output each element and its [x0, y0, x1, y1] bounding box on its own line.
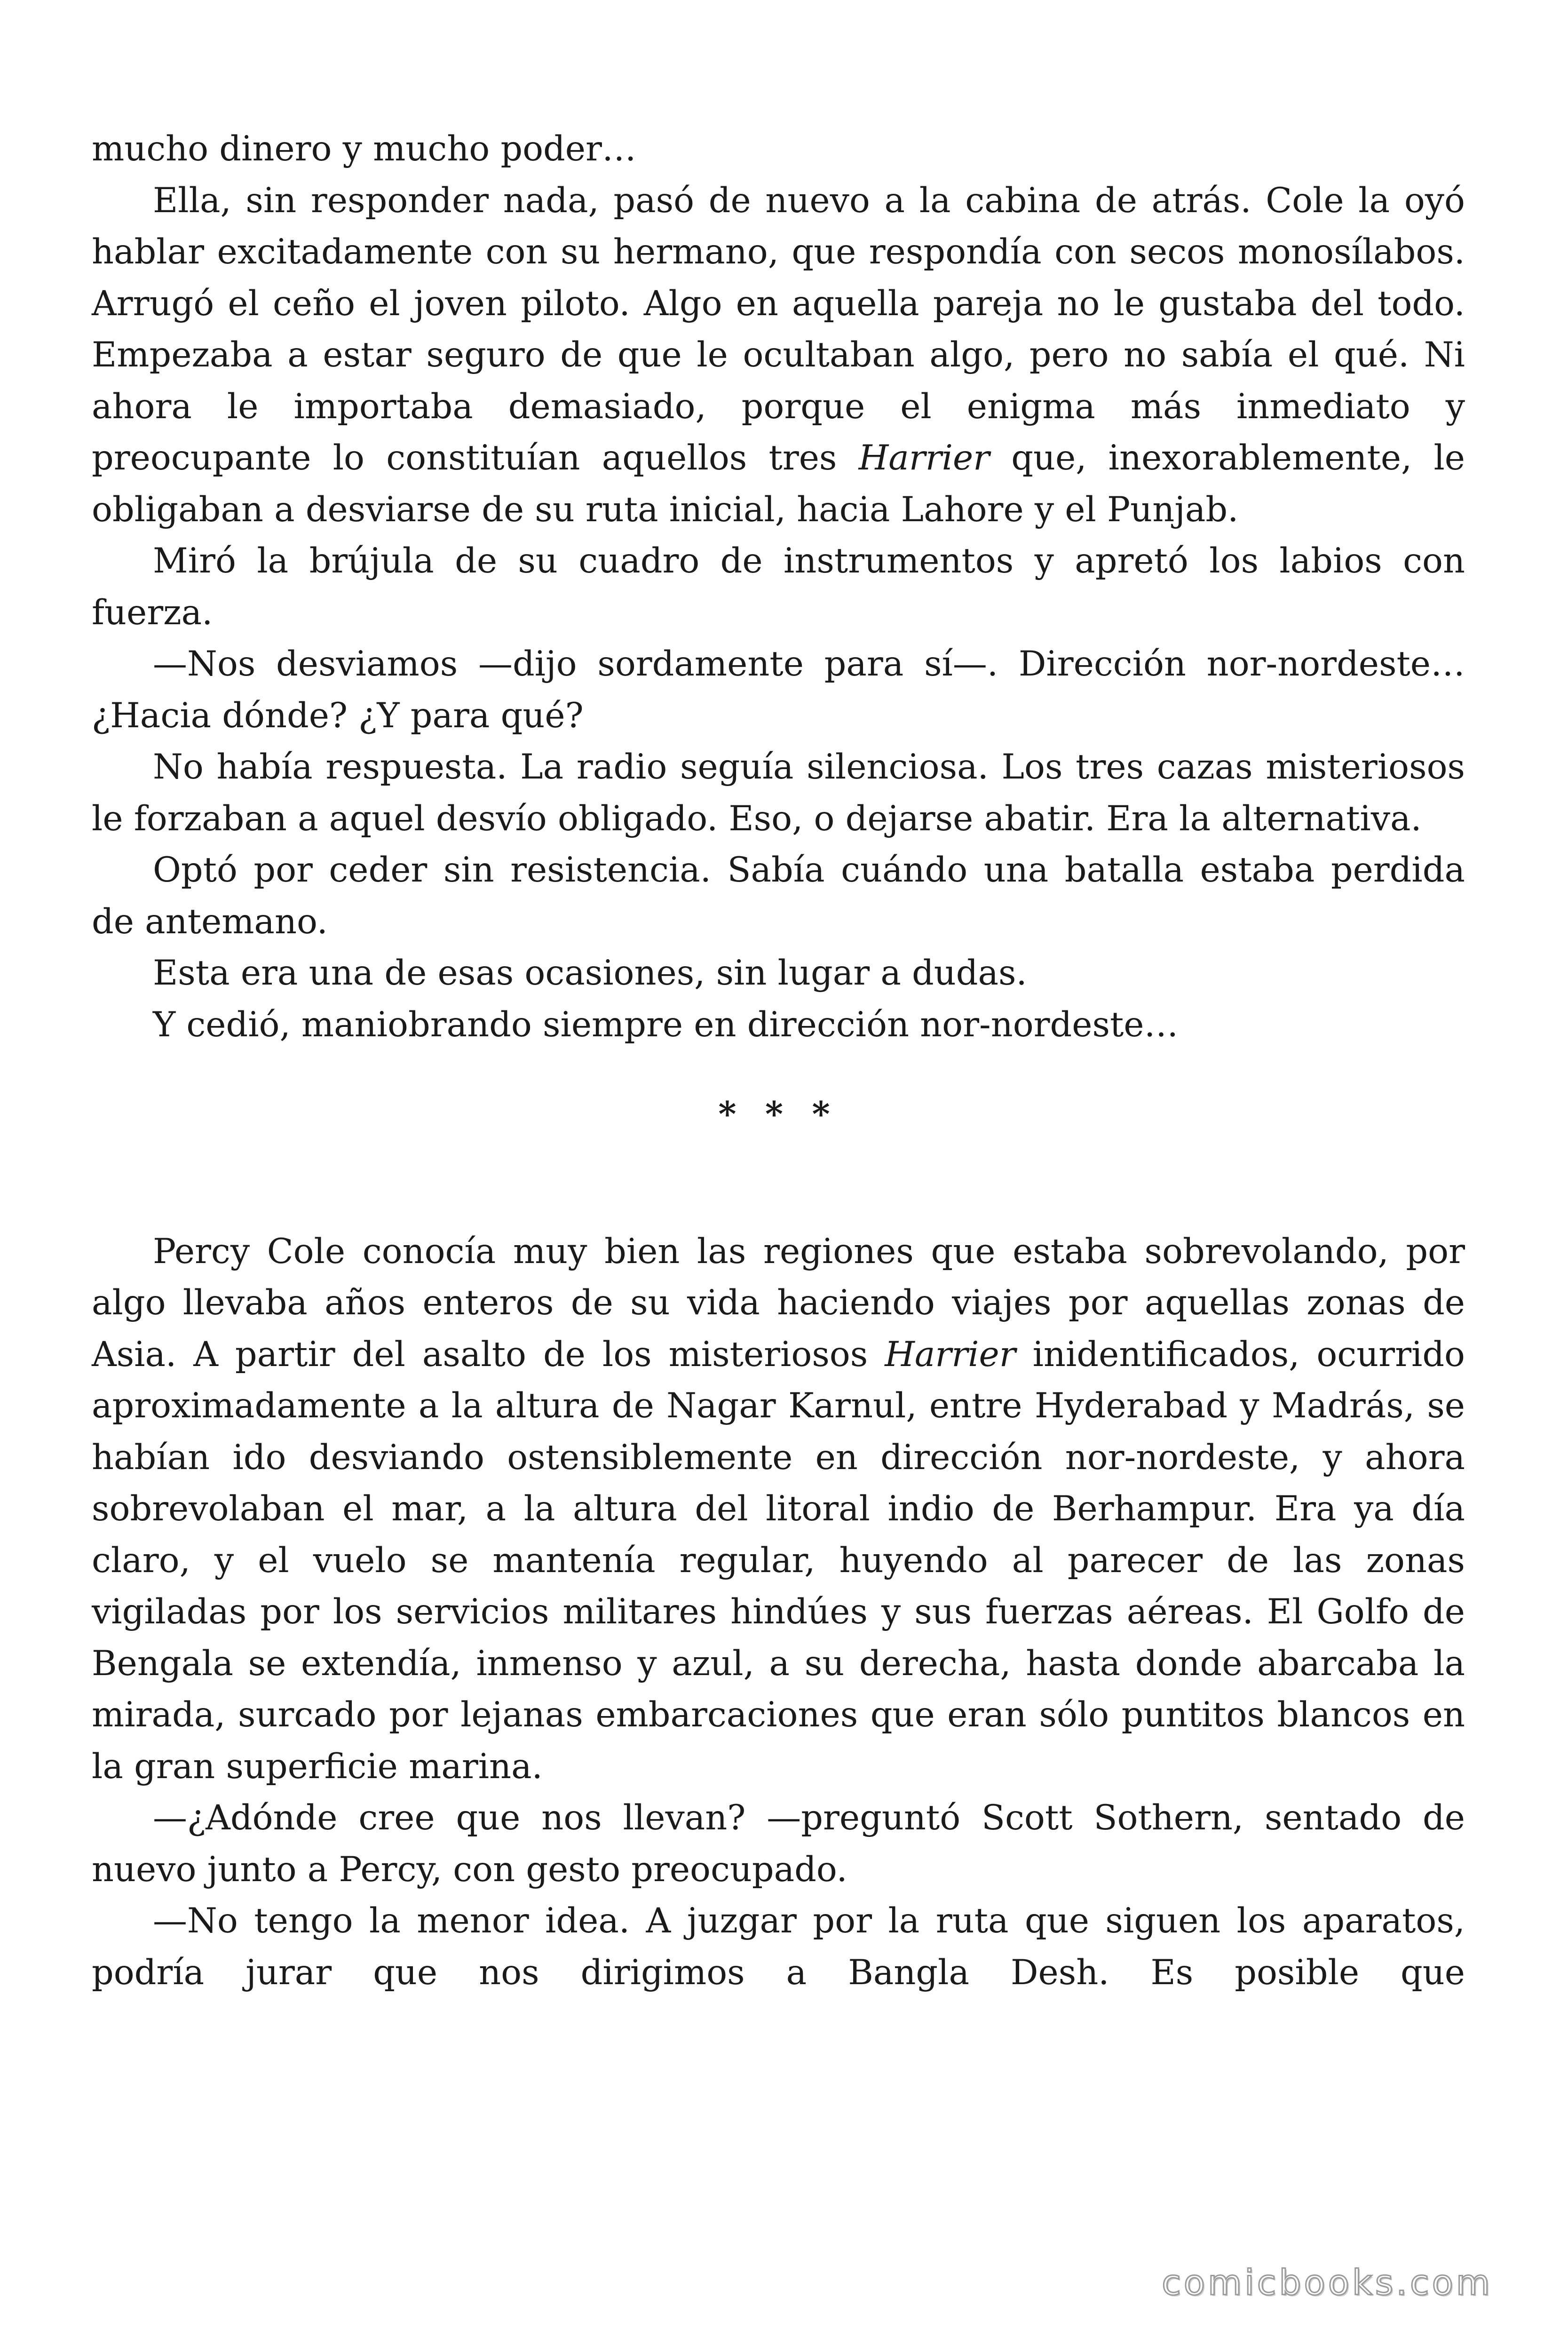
book-page — [92, 123, 1465, 1998]
paragraph-text: —No tengo la menor idea. A juzgar por la ruta que siguen los aparatos, podría jurar que nos dirigimos a Bangla Desh. Es posible que — [92, 1901, 1465, 1993]
paragraph-text: Percy Cole conocía muy bien las regiones que estaba sobrevolando, por algo llevaba años enteros de su vida haciendo viajes por aquellas zonas de Asia. A partir del asalto de los misteriosos — [92, 1231, 1465, 1375]
italic-text: Harrier — [885, 1334, 1016, 1375]
paragraph — [92, 535, 1465, 638]
paragraph — [92, 999, 1465, 1051]
paragraph — [92, 175, 1465, 536]
paragraph-text: mucho dinero y mucho poder… — [92, 129, 636, 169]
paragraph-text: inidentificados, ocurrido aproximadamente a la altura de Nagar Karnul, entre Hyderabad y Madrás, se habían ido desviando ostensiblemente en dirección nor-nordeste, y ahora sobrevolaban el mar, a la altura del litoral indio de Berhampur. Era ya día claro, y el vuelo se mantenía regular, huyendo al parecer de las zonas vigiladas por los servicios militares hindúes y sus fuerzas aéreas. El Golfo de Bengala se extendía, inmenso y azul, a su derecha, hasta donde abarcaba la mirada, surcado por lejanas embarcaciones que eran sólo puntitos blancos en la gran superficie marina. — [92, 1334, 1465, 1787]
paragraph-text: Ella, sin responder nada, pasó de nuevo a la cabina de atrás. Cole la oyó hablar excitadamente con su hermano, que respondía con secos monosílabos. Arrugó el ceño el joven piloto. Algo en aquella pareja no le gustaba del todo. Empezaba a estar seguro de que le ocultaban algo, pero no sabía el qué. Ni ahora le importaba demasiado, porque el enigma más inmediato y preocupante lo constituían aquellos tres — [92, 180, 1465, 478]
paragraph-text: No había respuesta. La radio seguía silenciosa. Los tres cazas misteriosos le forzaban a aquel desvío obligado. Eso, o dejarse abatir. Era la alternativa. — [92, 747, 1465, 839]
paragraph-text: que, inexorablemente, le obligaban a desviarse de su ruta inicial, hacia Lahore y el Punjab. — [92, 438, 1465, 530]
watermark-logo: comicbooks.com — [1162, 2263, 1493, 2303]
paragraph-text: —¿Adónde cree que nos llevan? —preguntó Scott Sothern, sentado de nuevo junto a Percy, con gesto preocupado. — [92, 1798, 1465, 1890]
paragraph — [92, 123, 1465, 175]
paragraph-text: —Nos desviamos —dijo sordamente para sí—. Dirección nor-nordeste… ¿Hacia dónde? ¿Y para qué? — [92, 644, 1465, 736]
paragraph — [92, 947, 1465, 999]
paragraph — [92, 741, 1465, 844]
paragraph — [92, 1792, 1465, 1895]
paragraph — [92, 1226, 1465, 1793]
paragraph-text: Y cedió, maniobrando siempre en dirección nor-nordeste… — [153, 1004, 1179, 1045]
paragraph-text: Esta era una de esas ocasiones, sin lugar a dudas. — [153, 953, 1027, 993]
section-separator: * * * — [718, 1094, 839, 1135]
paragraph — [92, 844, 1465, 947]
paragraph-text: Miró la brújula de su cuadro de instrumentos y apretó los labios con fuerza. — [92, 541, 1465, 633]
paragraph — [92, 1895, 1465, 1998]
italic-text: Harrier — [858, 438, 990, 478]
paragraph-text: Optó por ceder sin resistencia. Sabía cuándo una batalla estaba perdida de antemano. — [92, 850, 1465, 942]
paragraph — [92, 638, 1465, 741]
